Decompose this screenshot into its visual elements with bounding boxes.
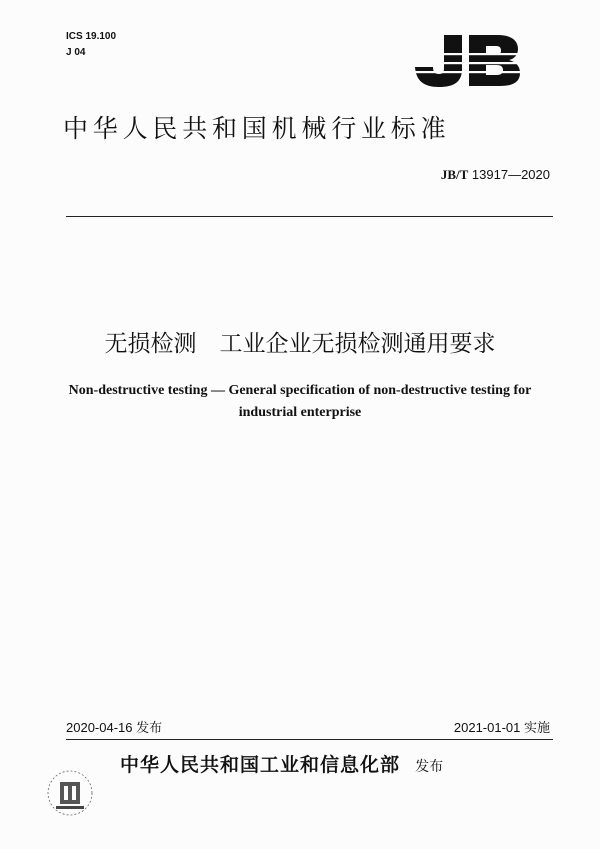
english-title (40, 380, 560, 424)
ccs-code: J 04 (66, 47, 86, 58)
jb-logo (412, 33, 522, 88)
industry-standard-title: 中华人民共和国机械行业标准 (63, 114, 451, 143)
chinese-title: 无损检测 工业企业无损检测通用要求 (104, 331, 496, 357)
publish-date: 2020-04-16 发布 (66, 720, 163, 735)
issuing-authority (120, 752, 443, 780)
issuer-name: 中华人民共和国工业和信息化部 (120, 754, 401, 776)
issuer-action: 发布 (415, 759, 444, 775)
effective-date: 2021-01-01 实施 (453, 720, 550, 735)
english-title-line-1: Non-destructive testing — General specification of non-destructive testing for (68, 383, 532, 398)
publisher-seal-icon (44, 768, 96, 818)
standard-number (400, 167, 550, 183)
bottom-divider (66, 739, 553, 740)
top-divider (66, 216, 553, 217)
english-title-line-2: industrial enterprise (238, 405, 362, 420)
standard-code: 13917—2020 (471, 167, 550, 182)
standard-prefix: JB/T (440, 167, 469, 182)
ics-code: ICS 19.100 (66, 31, 117, 42)
